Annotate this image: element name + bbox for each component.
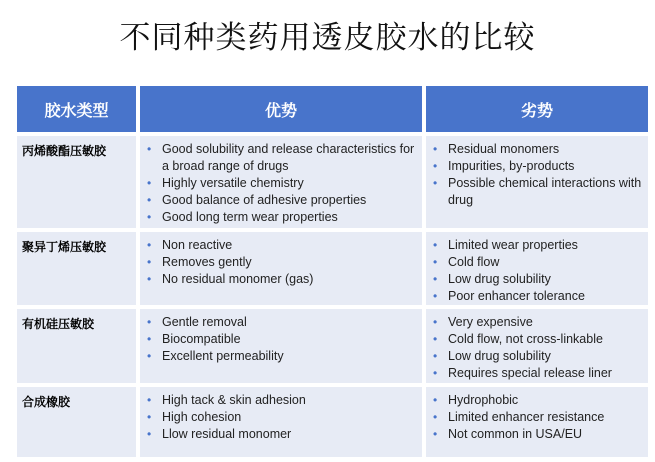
bullet-item: • Good solubility and release characteristics for a broad range of drugs — [145, 141, 416, 175]
disadvantages-cell — [426, 387, 648, 457]
bullet-item: • Good balance of adhesive properties — [145, 192, 416, 209]
bullet-item: • Low drug solubility — [431, 348, 642, 365]
bullet-item: • Residual monomers — [431, 141, 642, 158]
bullet-item: • Gentle removal — [145, 314, 416, 331]
advantages-list — [145, 141, 416, 226]
bullet-item: • Poor enhancer tolerance — [431, 288, 642, 305]
advantages-list — [145, 314, 416, 365]
header-advantages: 优势 — [140, 86, 422, 132]
disadvantages-cell — [426, 136, 648, 228]
advantages-list — [145, 392, 416, 443]
bullet-item: • Impurities, by-products — [431, 158, 642, 175]
bullet-item: • Excellent permeability — [145, 348, 416, 365]
bullet-item: • High cohesion — [145, 409, 416, 426]
disadvantages-cell — [426, 309, 648, 383]
bullet-item: • Removes gently — [145, 254, 416, 271]
header-disadvantages: 劣势 — [426, 86, 648, 132]
bullet-item: • Requires special release liner — [431, 365, 642, 382]
bullet-item: • No residual monomer (gas) — [145, 271, 416, 288]
adhesive-type-cell: 有机硅压敏胶 — [17, 309, 136, 383]
page-title: 不同种类药用透皮胶水的比较 — [119, 20, 536, 56]
bullet-item: • Possible chemical interactions with drug — [431, 175, 642, 209]
disadvantages-list — [431, 141, 642, 209]
bullet-item: • Good long term wear properties — [145, 209, 416, 226]
bullet-item: • Highly versatile chemistry — [145, 175, 416, 192]
comparison-table — [17, 86, 648, 457]
bullet-item: • Limited wear properties — [431, 237, 642, 254]
disadvantages-list — [431, 314, 642, 382]
header-adhesive-type: 胶水类型 — [17, 86, 136, 132]
adhesive-type-cell: 聚异丁烯压敏胶 — [17, 232, 136, 305]
advantages-cell — [140, 232, 422, 305]
advantages-cell — [140, 136, 422, 228]
bullet-item: • Non reactive — [145, 237, 416, 254]
disadvantages-cell — [426, 232, 648, 305]
bullet-item: • Limited enhancer resistance — [431, 409, 642, 426]
adhesive-type-cell: 丙烯酸酯压敏胶 — [17, 136, 136, 228]
advantages-cell — [140, 309, 422, 383]
bullet-item: • Very expensive — [431, 314, 642, 331]
bullet-item: • Cold flow — [431, 254, 642, 271]
bullet-item: • Not common in USA/EU — [431, 426, 642, 443]
bullet-item: • Cold flow, not cross-linkable — [431, 331, 642, 348]
advantages-cell — [140, 387, 422, 457]
bullet-item: • Hydrophobic — [431, 392, 642, 409]
bullet-item: • Low drug solubility — [431, 271, 642, 288]
advantages-list — [145, 237, 416, 288]
bullet-item: • Llow residual monomer — [145, 426, 416, 443]
disadvantages-list — [431, 392, 642, 443]
bullet-item: • High tack & skin adhesion — [145, 392, 416, 409]
adhesive-type-cell: 合成橡胶 — [17, 387, 136, 457]
disadvantages-list — [431, 237, 642, 305]
bullet-item: • Biocompatible — [145, 331, 416, 348]
